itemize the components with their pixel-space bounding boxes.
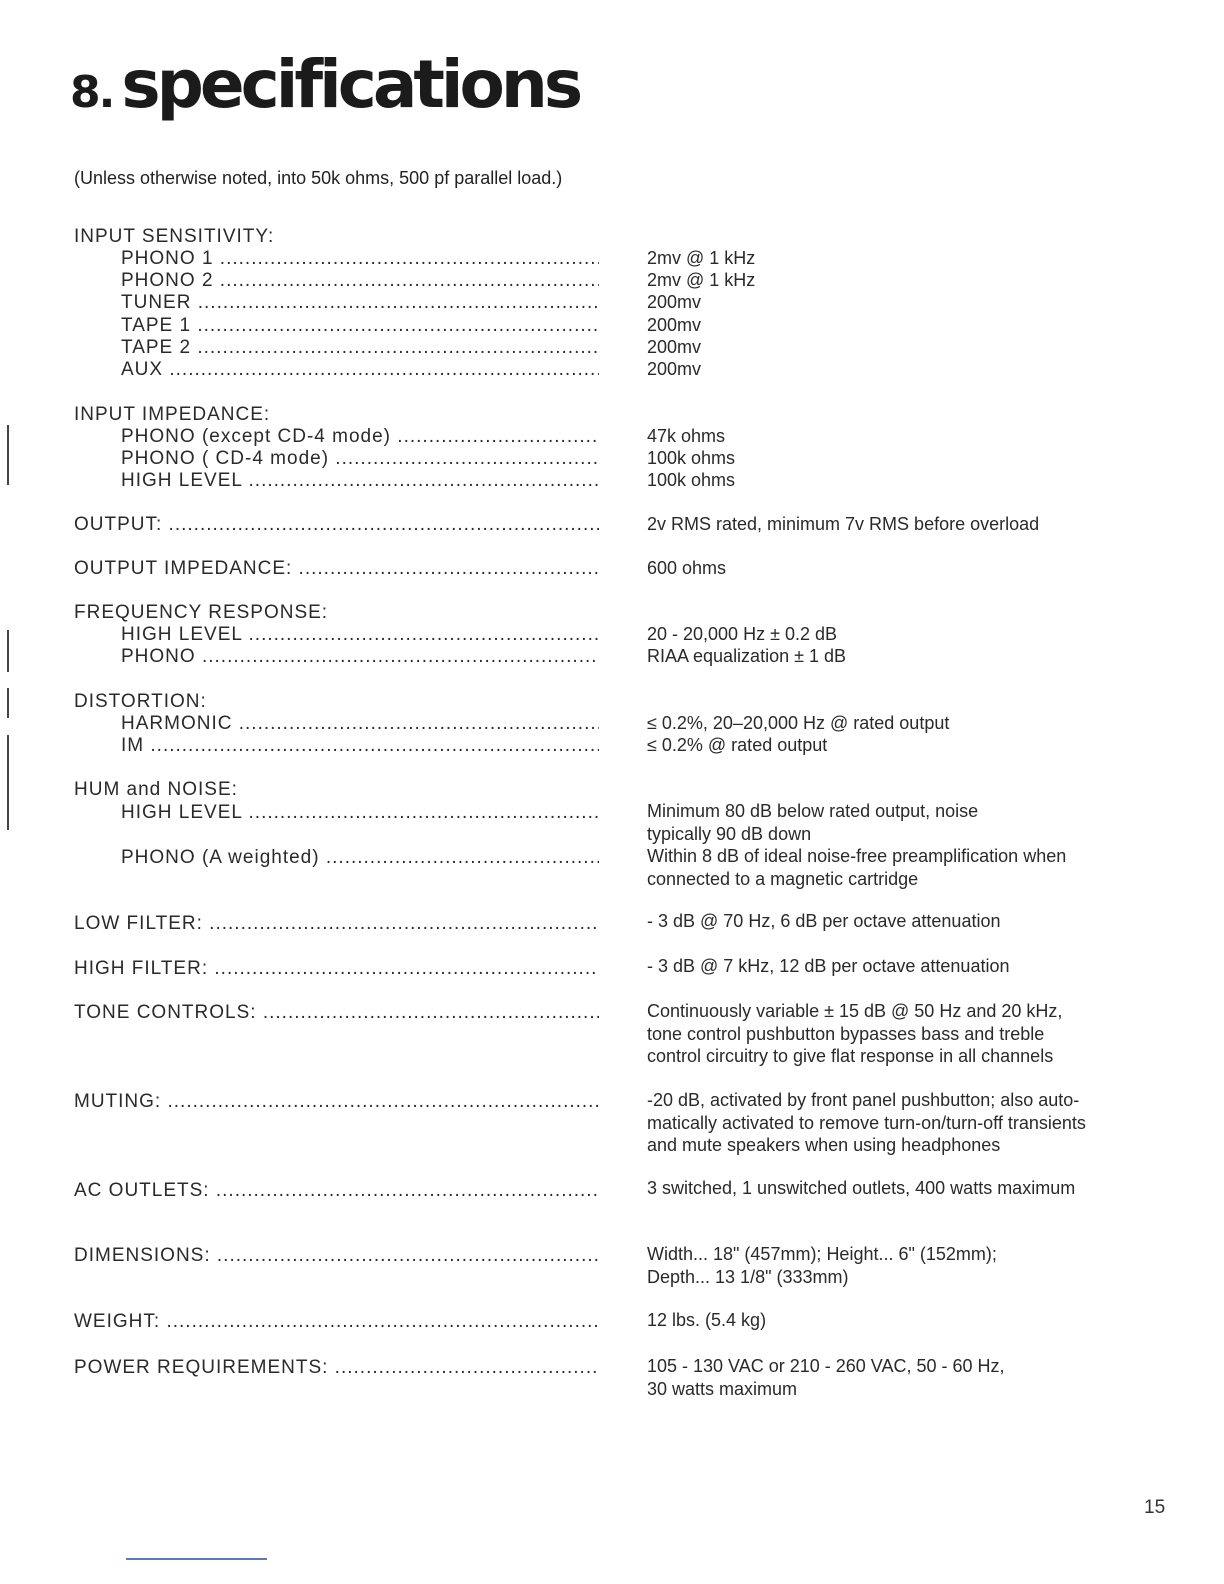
spec-label: HIGH LEVEL ..... — [121, 470, 599, 492]
spec-value: 200mv — [647, 337, 702, 357]
spec-value: 20 - 20,000 Hz ± 0.2 dB — [647, 624, 837, 644]
spec-label-tone-controls: TONE CONTROLS: ..... — [74, 1002, 599, 1024]
binding-mark — [7, 630, 9, 672]
spec-label-ac-outlets: AC OUTLETS: ..... — [74, 1180, 599, 1202]
group-title-hum-noise: HUM and NOISE: — [74, 779, 238, 800]
spec-value-output: 2v RMS rated, minimum 7v RMS before overload — [647, 514, 1040, 534]
page-title — [70, 46, 579, 123]
group-title-distortion: DISTORTION: — [74, 691, 207, 712]
binding-mark — [7, 735, 9, 830]
load-note: (Unless otherwise noted, into 50k ohms, 500 pf parallel load.) — [74, 168, 563, 188]
group-title-input-impedance: INPUT IMPEDANCE: — [74, 404, 271, 425]
page-number: 15 — [1144, 1497, 1166, 1518]
spec-value: 100k ohms — [647, 448, 736, 468]
spec-label-low-filter: LOW FILTER: ..... — [74, 913, 599, 935]
spec-label: PHONO ( CD-4 mode) ..... — [121, 448, 599, 470]
spec-label-muting: MUTING: ..... — [74, 1091, 599, 1113]
spec-value: 47k ohms — [647, 426, 726, 446]
section-title: specifications — [121, 46, 580, 123]
spec-value-output-impedance: 600 ohms — [647, 558, 727, 578]
spec-label: TAPE 2 ..... — [121, 337, 599, 359]
binding-mark — [7, 425, 9, 485]
spec-label: TAPE 1 ..... — [121, 315, 599, 337]
group-title-input-sensitivity: INPUT SENSITIVITY: — [74, 226, 275, 247]
binding-mark — [7, 688, 9, 718]
spec-label: IM ..... — [121, 735, 599, 757]
spec-label: PHONO (except CD-4 mode) ..... — [121, 426, 599, 448]
spec-value: ≤ 0.2%, 20–20,000 Hz @ rated output — [647, 713, 950, 733]
spec-value: Within 8 dB of ideal noise-free preamplification when connected to a magnetic cartridge — [647, 846, 1067, 889]
group-title-frequency-response: FREQUENCY RESPONSE: — [74, 602, 329, 623]
spec-value: 200mv — [647, 315, 702, 335]
spec-value: 2mv @ 1 kHz — [647, 248, 756, 268]
spec-value-low-filter: - 3 dB @ 70 Hz, 6 dB per octave attenuation — [647, 911, 1001, 931]
spec-label: PHONO 2 ..... — [121, 270, 599, 292]
spec-value-muting: -20 dB, activated by front panel pushbutton; also auto- matically activated to remove turn-on/turn-off transients and mute speakers when using headphones — [647, 1090, 1086, 1155]
spec-value: 200mv — [647, 292, 702, 312]
spec-value: 100k ohms — [647, 470, 736, 490]
spec-value-dimensions: Width... 18" (457mm); Height... 6" (152mm); Depth... 13 1/8" (333mm) — [647, 1244, 997, 1287]
spec-label: PHONO 1 ..... — [121, 248, 599, 270]
spec-label: HIGH LEVEL ..... — [121, 802, 599, 824]
spec-value: ≤ 0.2% @ rated output — [647, 735, 828, 755]
spec-label-output: OUTPUT: ..... — [74, 514, 599, 536]
spec-value: RIAA equalization ± 1 dB — [647, 646, 847, 666]
spec-value-high-filter: - 3 dB @ 7 kHz, 12 dB per octave attenuation — [647, 956, 1010, 976]
spec-label-output-impedance: OUTPUT IMPEDANCE: ..... — [74, 558, 599, 580]
spec-label-high-filter: HIGH FILTER: ..... — [74, 958, 599, 980]
spec-label-weight: WEIGHT: ..... — [74, 1311, 599, 1333]
spec-label-power-requirements: POWER REQUIREMENTS: ..... — [74, 1357, 599, 1379]
spec-value-weight: 12 lbs. (5.4 kg) — [647, 1310, 767, 1330]
spec-label: HARMONIC ..... — [121, 713, 599, 735]
spec-label: HIGH LEVEL ..... — [121, 624, 599, 646]
spec-value: 2mv @ 1 kHz — [647, 270, 756, 290]
spec-value: Minimum 80 dB below rated output, noise typically 90 dB down — [647, 801, 979, 844]
spec-label: AUX ..... — [121, 359, 599, 381]
spec-label: PHONO (A weighted) ..... — [121, 847, 599, 869]
section-number: 8. — [70, 67, 114, 118]
spec-label-dimensions: DIMENSIONS: ..... — [74, 1245, 599, 1267]
spec-label: PHONO ..... — [121, 646, 599, 668]
footer-rule — [126, 1558, 267, 1560]
spec-value: 200mv — [647, 359, 702, 379]
spec-label: TUNER ..... — [121, 292, 599, 314]
spec-value-power-requirements: 105 - 130 VAC or 210 - 260 VAC, 50 - 60 Hz, 30 watts maximum — [647, 1356, 1005, 1399]
spec-value-tone-controls: Continuously variable ± 15 dB @ 50 Hz and 20 kHz, tone control pushbutton bypasses bass and treble control circuitry to give flat response in all channels — [647, 1001, 1063, 1066]
spec-value-ac-outlets: 3 switched, 1 unswitched outlets, 400 watts maximum — [647, 1178, 1076, 1198]
